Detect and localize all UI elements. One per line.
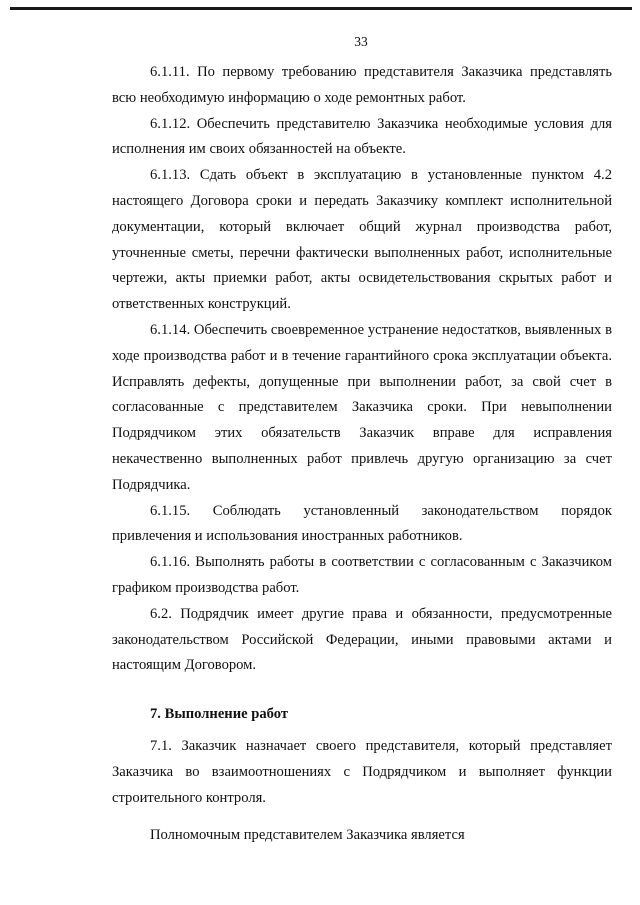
clause-6-1-14: 6.1.14. Обеспечить своевременное устранение недостатков, выявленных в ходе производства работ и в течение гарантийного срока эксплуатации объекта. Исправлять дефекты, допущенные при выполнении работ, за свой счет в согласованные с представителем Заказчика сроки. При невыполнении Подрядчиком этих обязательств Заказчик вправе для исправления некачественно выполненных работ привлечь другую организацию за счет Подрядчика. xyxy=(112,321,612,493)
clause-6-2: 6.2. Подрядчик имеет другие права и обязанности, предусмотренные законодательством Российской Федерации, иными правовыми актами и настоящим Договором. xyxy=(112,605,612,674)
top-border-line xyxy=(10,7,632,10)
clause-6-1-11: 6.1.11. По первому требованию представителя Заказчика представлять всю необходимую информацию о ходе ремонтных работ. xyxy=(112,64,612,106)
clause-6-1-15: 6.1.15. Соблюдать установленный законодательством порядок привлечения и использования иностранных работников. xyxy=(112,502,612,545)
clause-6-1-12: 6.1.12. Обеспечить представителю Заказчика необходимые условия для исполнения им своих обязанностей на объекте. xyxy=(112,115,612,158)
clause-6-1-13: 6.1.13. Сдать объект в эксплуатацию в установленные пунктом 4.2 настоящего Договора сроки и передать Заказчику комплект исполнительной документации, который включает общий журнал производства работ, уточненные сметы, перечни фактически выполненных работ, исполнительные чертежи, акты приемки работ, акты освидетельствования скрытых работ и ответственных конструкций. xyxy=(112,167,612,313)
clause-6-1-16: 6.1.16. Выполнять работы в соответствии с согласованным с Заказчиком графиком производства работ. xyxy=(112,554,612,596)
document-body xyxy=(112,60,612,849)
section-7-heading: 7. Выполнение работ xyxy=(150,706,289,723)
page-number: 33 xyxy=(354,34,368,49)
clause-7-1: 7.1. Заказчик назначает своего представителя, который представляет Заказчика во взаимоотношениях с Подрядчиком и выполняет функции строительного контроля. xyxy=(112,737,612,806)
representative-line: Полномочным представителем Заказчика является xyxy=(150,827,465,844)
